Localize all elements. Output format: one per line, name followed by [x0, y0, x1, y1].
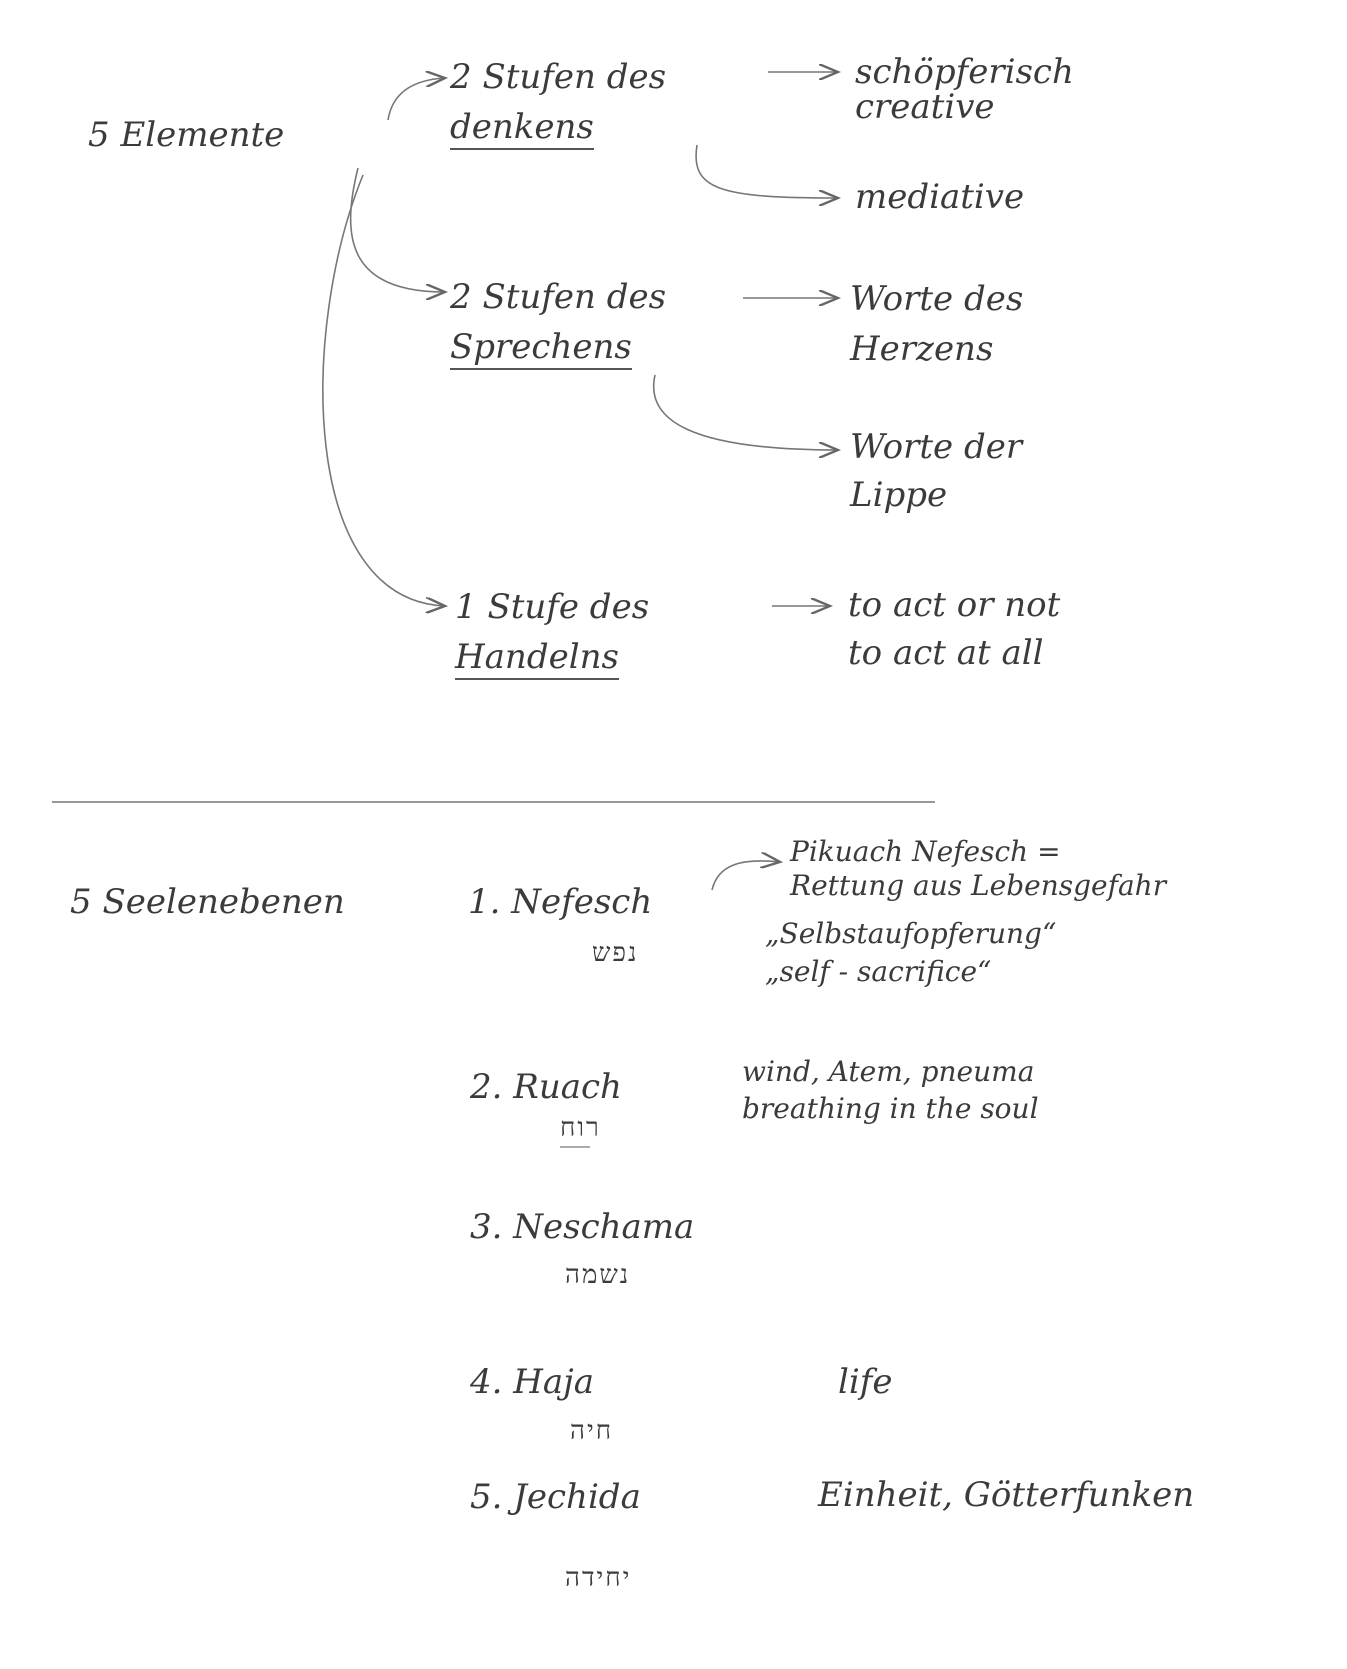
level1-note1: Pikuach Nefesch =	[790, 835, 1061, 868]
branch2-target1-line2: Herzens	[850, 329, 994, 369]
branch2-target1-line1: Worte des	[850, 279, 1024, 319]
level4-hebrew: חיה	[570, 1416, 614, 1446]
branch1-target2: mediative	[855, 177, 1025, 217]
level2-label: 2. Ruach	[470, 1067, 622, 1107]
level2-note1: wind, Atem, pneuma	[742, 1055, 1035, 1088]
branch3-target-line1: to act or not	[848, 585, 1061, 625]
branch3-line2: Handelns	[455, 640, 619, 680]
level1-label: 1. Nefesch	[468, 882, 653, 922]
branch2-target2-line1: Worte der	[850, 427, 1023, 467]
branch1-line2: denkens	[450, 110, 594, 150]
branch1-target1-line1: schöpferisch	[855, 52, 1074, 92]
level2-hebrew: רוח	[560, 1113, 601, 1143]
arrow-sprechens-to-worte-lippe	[654, 375, 838, 450]
level1-note2: Rettung aus Lebensgefahr	[790, 869, 1167, 902]
arrow-nefesch-to-pikuach	[712, 861, 780, 890]
arrow-denkens-to-mediative	[696, 145, 838, 198]
level1-note4: „self - sacrifice“	[765, 955, 992, 988]
level5-hebrew: יחידה	[565, 1563, 632, 1593]
level3-label: 3. Neschama	[470, 1207, 695, 1247]
level2-note2: breathing in the soul	[742, 1092, 1039, 1125]
root-label-elements: 5 Elemente	[88, 115, 285, 155]
level4-label: 4. Haja	[470, 1362, 594, 1402]
branch2-target2-line2: Lippe	[850, 475, 948, 515]
branch2-line2: Sprechens	[450, 330, 632, 370]
branch3-target-line2: to act at all	[848, 633, 1044, 673]
level4-note1: life	[838, 1362, 893, 1402]
level5-label: 5. Jechida	[470, 1477, 641, 1517]
level1-hebrew: נפש	[592, 938, 639, 968]
level5-note1: Einheit, Götterfunken	[818, 1475, 1195, 1515]
level1-note3: „Selbstaufopferung“	[765, 917, 1057, 950]
root-label-soul-levels: 5 Seelenebenen	[70, 882, 345, 922]
arrow-root-to-sprechens	[351, 168, 445, 292]
level3-hebrew: נשמה	[565, 1260, 631, 1290]
arrow-root-to-handelns	[323, 175, 445, 606]
arrow-root-to-denkens	[388, 78, 445, 120]
branch2-line1: 2 Stufen des	[450, 277, 667, 317]
branch3-line1: 1 Stufe des	[455, 587, 650, 627]
branch1-target1-line2: creative	[855, 87, 995, 127]
branch1-line1: 2 Stufen des	[450, 57, 667, 97]
